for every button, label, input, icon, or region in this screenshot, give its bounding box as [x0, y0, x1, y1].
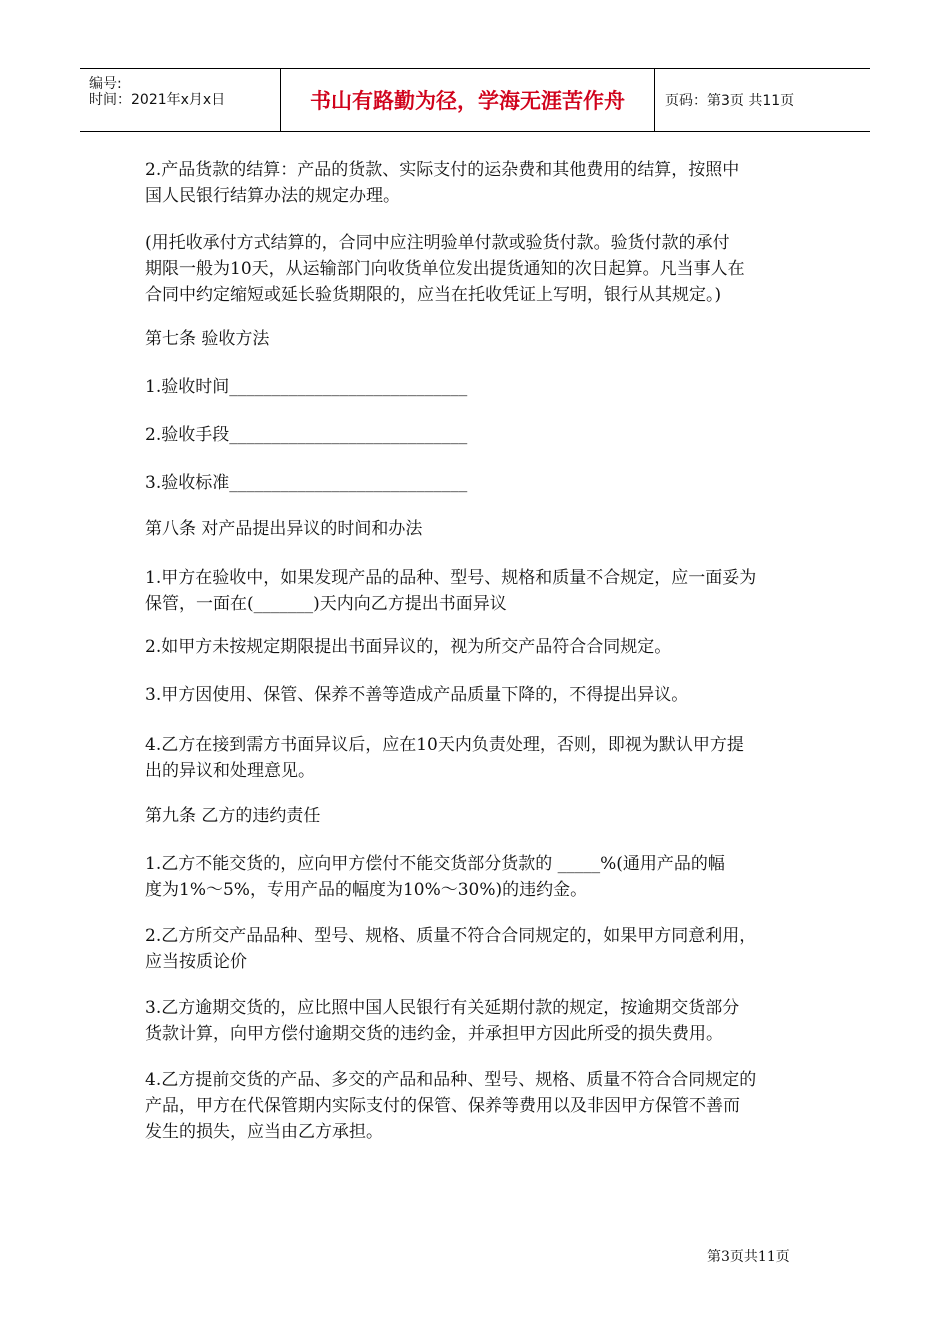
paragraph-line: 第七条 验收方法 [145, 329, 270, 349]
paragraph-line: 2.产品货款的结算：产品的货款、实际支付的运杂费和其他费用的结算，按照中 [145, 160, 740, 180]
paragraph-line: 国人民银行结算办法的规定办理。 [145, 186, 400, 206]
document-number-label: 编号: [89, 76, 122, 92]
paragraph [145, 803, 810, 829]
paragraph [145, 634, 810, 660]
paragraph [145, 422, 810, 448]
paragraph-line: 2.乙方所交产品品种、型号、规格、质量不符合合同规定的，如果甲方同意利用， [145, 926, 757, 946]
paragraph [145, 157, 810, 209]
paragraph [145, 374, 810, 400]
page-footer: 第3页共11页 [707, 1249, 790, 1265]
paragraph-line: 出的异议和处理意见。 [145, 761, 315, 781]
paragraph-line: 产品，甲方在代保管期内实际支付的保管、保养等费用以及非因甲方保管不善而 [145, 1096, 740, 1116]
paragraph-line: 合同中约定缩短或延长验货期限的，应当在托收凭证上写明，银行从其规定。) [145, 285, 722, 305]
paragraph [145, 1067, 810, 1145]
paragraph-line: 2.如甲方未按规定期限提出书面异议的，视为所交产品符合合同规定。 [145, 637, 672, 657]
paragraph [145, 230, 810, 308]
paragraph-line: 第八条 对产品提出异议的时间和办法 [145, 519, 423, 539]
paragraph-line: 3.甲方因使用、保管、保养不善等造成产品质量下降的，不得提出异议。 [145, 685, 689, 705]
paragraph-line: 货款计算，向甲方偿付逾期交货的违约金，并承担甲方因此所受的损失费用。 [145, 1024, 723, 1044]
paragraph [145, 516, 810, 542]
paragraph-line: 应当按质论价 [145, 952, 247, 972]
paragraph-line: 1.乙方不能交货的，应向甲方偿付不能交货部分货款的 _____%(通用产品的幅 [145, 854, 725, 874]
paragraph-line: 1.验收时间____________________________ [145, 377, 468, 397]
paragraph-line: (用托收承付方式结算的，合同中应注明验单付款或验货付款。验货付款的承付 [145, 233, 730, 253]
paragraph-line: 保管，一面在(_______)天内向乙方提出书面异议 [145, 594, 507, 614]
paragraph [145, 732, 810, 784]
paragraph [145, 682, 810, 708]
paragraph-line: 1.甲方在验收中，如果发现产品的品种、型号、规格和质量不合规定，应一面妥为 [145, 568, 757, 588]
paragraph-line: 3.乙方逾期交货的，应比照中国人民银行有关延期付款的规定，按逾期交货部分 [145, 998, 740, 1018]
paragraph-line: 度为1%～5%，专用产品的幅度为10%～30%)的违约金。 [145, 880, 588, 900]
paragraph-line: 3.验收标准____________________________ [145, 473, 468, 493]
header-motto: 书山有路勤为径，学海无涯苦作舟 [281, 69, 655, 131]
paragraph [145, 851, 810, 903]
paragraph [145, 923, 810, 975]
document-date: 时间：2021年x月x日 [89, 92, 226, 108]
paragraph-line: 发生的损失，应当由乙方承担。 [145, 1122, 383, 1142]
paragraph-line: 4.乙方在接到需方书面异议后，应在10天内负责处理，否则，即视为默认甲方提 [145, 735, 744, 755]
paragraph-line: 期限一般为10天，从运输部门向收货单位发出提货通知的次日起算。凡当事人在 [145, 259, 745, 279]
paragraph [145, 326, 810, 352]
document-header [80, 68, 870, 132]
header-meta-cell [80, 69, 281, 131]
paragraph-line: 2.验收手段____________________________ [145, 425, 468, 445]
paragraph-line: 第九条 乙方的违约责任 [145, 806, 321, 826]
paragraph [145, 995, 810, 1047]
header-page-info: 页码：第3页 共11页 [665, 93, 795, 109]
paragraph [145, 470, 810, 496]
paragraph-line: 4.乙方提前交货的产品、多交的产品和品种、型号、规格、质量不符合合同规定的 [145, 1070, 757, 1090]
paragraph [145, 565, 810, 617]
